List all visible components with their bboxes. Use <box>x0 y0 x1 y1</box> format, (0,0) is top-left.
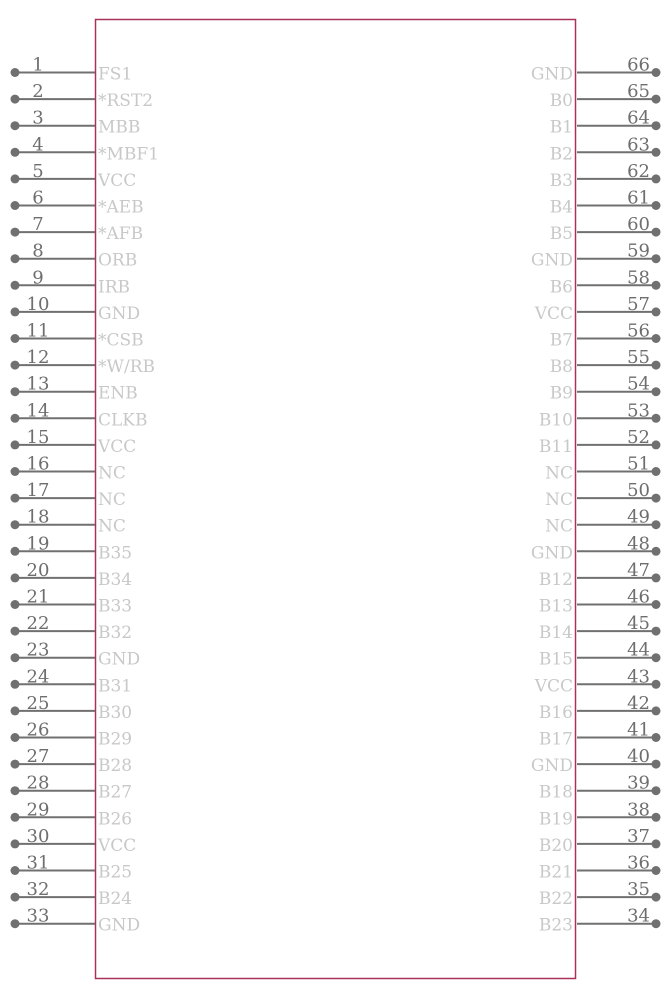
pin-25 <box>11 693 133 723</box>
pin-end-dot <box>11 627 20 636</box>
pin-name: MBB <box>98 117 141 138</box>
pin-5 <box>11 161 137 191</box>
pin-number: 32 <box>26 879 50 901</box>
pin-name: B20 <box>538 835 573 856</box>
pin-63 <box>550 134 661 164</box>
pin-55 <box>550 347 661 377</box>
pin-end-dot <box>11 600 20 609</box>
pin-number: 18 <box>26 506 50 528</box>
pin-11 <box>11 321 144 351</box>
pin-name: B14 <box>538 623 573 644</box>
pin-number: 16 <box>26 453 50 475</box>
pin-name: *CSB <box>98 330 144 351</box>
pin-number: 8 <box>32 240 44 262</box>
pin-number: 24 <box>26 666 50 688</box>
pin-64 <box>550 108 661 138</box>
pin-number: 7 <box>32 214 44 236</box>
pin-number: 57 <box>627 293 650 315</box>
pin-56 <box>550 321 661 351</box>
pin-number: 58 <box>627 267 650 289</box>
pin-number: 30 <box>26 825 50 847</box>
pin-number: 4 <box>32 134 44 156</box>
pin-name: B2 <box>549 144 573 165</box>
pin-38 <box>539 799 661 829</box>
pin-end-dot <box>652 440 661 449</box>
pin-name: NC <box>545 490 573 511</box>
pin-number: 39 <box>627 772 650 794</box>
pin-number: 11 <box>26 320 50 342</box>
pin-name: *AFB <box>98 224 144 245</box>
pin-31 <box>11 853 133 883</box>
pin-end-dot <box>11 893 20 902</box>
pin-end-dot <box>11 307 20 316</box>
pin-20 <box>11 560 133 590</box>
pin-8 <box>11 241 138 271</box>
pin-name: VCC <box>534 303 573 324</box>
pin-end-dot <box>652 706 661 715</box>
pin-34 <box>539 906 661 936</box>
pin-name: FS1 <box>98 64 133 85</box>
pin-end-dot <box>11 254 20 263</box>
pin-1 <box>11 55 133 85</box>
pin-number: 3 <box>32 107 44 129</box>
pin-number: 52 <box>627 426 650 448</box>
pin-end-dot <box>11 733 20 742</box>
pin-name: B4 <box>549 197 573 218</box>
pin-end-dot <box>652 68 661 77</box>
pin-name: ORB <box>98 250 138 271</box>
pin-30 <box>11 826 137 856</box>
pin-41 <box>539 720 661 750</box>
pin-name: ENB <box>98 383 138 404</box>
pin-end-dot <box>652 334 661 343</box>
ic-body-outline <box>96 20 576 979</box>
pin-33 <box>11 906 141 936</box>
pin-number: 61 <box>627 187 650 209</box>
pin-name: B27 <box>98 782 133 803</box>
pin-3 <box>11 108 141 138</box>
pin-name: B25 <box>98 862 133 883</box>
pin-19 <box>11 533 133 563</box>
pin-end-dot <box>652 494 661 503</box>
pin-54 <box>550 374 661 404</box>
pin-13 <box>11 374 138 404</box>
pin-4 <box>11 134 160 164</box>
pin-name: GND <box>530 543 573 564</box>
pin-number: 6 <box>32 187 44 209</box>
pin-number: 41 <box>627 719 650 741</box>
pin-number: 56 <box>627 320 650 342</box>
pin-name: *W/RB <box>98 357 155 378</box>
pin-end-dot <box>652 307 661 316</box>
pin-29 <box>11 799 133 829</box>
pin-number: 50 <box>627 480 650 502</box>
pin-end-dot <box>11 148 20 157</box>
pin-name: B34 <box>98 569 133 590</box>
pin-number: 54 <box>627 373 650 395</box>
pin-number: 36 <box>627 852 650 874</box>
pin-number: 42 <box>627 692 650 714</box>
pin-end-dot <box>652 733 661 742</box>
pin-number: 55 <box>627 347 650 369</box>
pin-number: 5 <box>32 160 44 182</box>
pin-28 <box>11 773 133 803</box>
pin-end-dot <box>11 68 20 77</box>
pin-name: B23 <box>538 915 573 936</box>
pin-number: 23 <box>26 639 50 661</box>
pin-number: 43 <box>627 666 650 688</box>
pin-number: 20 <box>26 559 50 581</box>
pin-end-dot <box>652 387 661 396</box>
pin-6 <box>11 188 144 218</box>
pin-end-dot <box>11 281 20 290</box>
pin-end-dot <box>652 228 661 237</box>
pin-number: 12 <box>26 347 50 369</box>
pin-end-dot <box>652 520 661 529</box>
pin-end-dot <box>652 148 661 157</box>
pin-name: *MBF1 <box>98 144 160 165</box>
pin-number: 65 <box>627 81 650 103</box>
pin-name: B8 <box>549 357 573 378</box>
pin-12 <box>11 347 156 377</box>
pin-end-dot <box>11 174 20 183</box>
pin-name: B17 <box>538 729 573 750</box>
pin-end-dot <box>11 919 20 928</box>
pin-number: 53 <box>627 400 650 422</box>
pin-name: B12 <box>538 569 573 590</box>
pin-name: B16 <box>538 702 573 723</box>
pin-name: VCC <box>98 835 137 856</box>
pin-number: 9 <box>32 267 44 289</box>
pin-name: NC <box>545 463 573 484</box>
pin-name: B1 <box>549 117 573 138</box>
pin-end-dot <box>11 813 20 822</box>
pin-name: B30 <box>98 702 133 723</box>
pin-name: B18 <box>538 782 573 803</box>
pin-end-dot <box>652 813 661 822</box>
pin-name: B19 <box>538 809 573 830</box>
pin-name: NC <box>98 463 126 484</box>
pin-name: *AEB <box>98 197 144 218</box>
pin-45 <box>539 613 661 643</box>
pin-name: B5 <box>549 224 573 245</box>
pin-number: 33 <box>26 905 50 927</box>
pin-number: 27 <box>26 746 50 768</box>
pin-end-dot <box>11 494 20 503</box>
pin-end-dot <box>11 121 20 130</box>
pin-number: 48 <box>627 533 650 555</box>
pin-number: 40 <box>627 746 650 768</box>
pin-number: 45 <box>627 613 650 635</box>
pin-53 <box>539 400 661 430</box>
pin-60 <box>550 214 661 244</box>
pin-name: VCC <box>98 436 137 457</box>
pin-35 <box>539 879 661 909</box>
pin-end-dot <box>11 706 20 715</box>
pin-end-dot <box>11 467 20 476</box>
pin-number: 26 <box>26 719 50 741</box>
pin-26 <box>11 720 133 750</box>
pin-name: IRB <box>98 277 131 298</box>
pin-name: NC <box>98 516 126 537</box>
pin-end-dot <box>11 440 20 449</box>
pin-end-dot <box>11 387 20 396</box>
pin-end-dot <box>652 201 661 210</box>
pin-22 <box>11 613 133 643</box>
pin-end-dot <box>11 839 20 848</box>
pin-48 <box>531 533 661 563</box>
pin-end-dot <box>11 201 20 210</box>
pin-end-dot <box>652 600 661 609</box>
pin-18 <box>11 507 126 537</box>
pin-end-dot <box>652 627 661 636</box>
pin-58 <box>550 267 661 297</box>
pin-end-dot <box>652 573 661 582</box>
pin-name: B15 <box>538 649 573 670</box>
pin-number: 51 <box>627 453 650 475</box>
pin-36 <box>539 853 661 883</box>
pin-name: B9 <box>549 383 573 404</box>
pin-number: 2 <box>32 81 44 103</box>
pin-name: GND <box>98 915 141 936</box>
pin-62 <box>550 161 661 191</box>
pin-16 <box>11 454 126 484</box>
pin-end-dot <box>652 467 661 476</box>
pin-end-dot <box>11 228 20 237</box>
pin-name: B13 <box>538 596 573 617</box>
pin-number: 63 <box>627 134 650 156</box>
pin-number: 28 <box>26 772 50 794</box>
pin-37 <box>539 826 661 856</box>
pin-name: VCC <box>534 676 573 697</box>
pin-name: B29 <box>98 729 133 750</box>
pin-end-dot <box>652 866 661 875</box>
pin-end-dot <box>652 95 661 104</box>
pin-end-dot <box>11 573 20 582</box>
pin-end-dot <box>652 919 661 928</box>
pin-end-dot <box>11 334 20 343</box>
pin-end-dot <box>652 547 661 556</box>
pin-42 <box>539 693 661 723</box>
pin-name: GND <box>98 303 141 324</box>
pin-end-dot <box>652 254 661 263</box>
pin-end-dot <box>652 893 661 902</box>
pin-end-dot <box>11 520 20 529</box>
pin-9 <box>11 267 131 297</box>
pin-number: 35 <box>627 879 650 901</box>
pin-name: NC <box>545 516 573 537</box>
pin-end-dot <box>11 786 20 795</box>
pin-name: NC <box>98 490 126 511</box>
pin-name: B33 <box>98 596 133 617</box>
pin-name: VCC <box>98 170 137 191</box>
pin-number: 10 <box>26 293 50 315</box>
pin-name: B6 <box>549 277 573 298</box>
pin-50 <box>545 480 660 510</box>
pin-number: 13 <box>26 373 50 395</box>
pin-number: 59 <box>627 240 650 262</box>
pin-32 <box>11 879 133 909</box>
pin-51 <box>545 454 660 484</box>
pin-end-dot <box>652 174 661 183</box>
pin-end-dot <box>11 653 20 662</box>
pin-23 <box>11 640 141 670</box>
pin-61 <box>550 188 661 218</box>
pin-number: 46 <box>627 586 650 608</box>
pin-name: B31 <box>98 676 133 697</box>
pin-end-dot <box>11 680 20 689</box>
right-pin-group <box>531 55 661 936</box>
pin-number: 34 <box>627 905 650 927</box>
pin-2 <box>11 81 154 111</box>
pin-43 <box>534 666 661 696</box>
pin-end-dot <box>652 414 661 423</box>
pin-end-dot <box>652 281 661 290</box>
pin-name: *RST2 <box>98 91 154 112</box>
pin-number: 44 <box>627 639 650 661</box>
pin-end-dot <box>652 786 661 795</box>
pin-end-dot <box>652 121 661 130</box>
pin-name: GND <box>530 756 573 777</box>
pin-end-dot <box>652 653 661 662</box>
pin-end-dot <box>11 361 20 370</box>
pin-number: 25 <box>26 692 50 714</box>
pin-59 <box>531 241 661 271</box>
pin-24 <box>11 666 133 696</box>
pin-name: B35 <box>98 543 133 564</box>
pin-name: GND <box>530 64 573 85</box>
pin-name: GND <box>530 250 573 271</box>
pin-14 <box>11 400 148 430</box>
pin-end-dot <box>652 760 661 769</box>
pin-number: 38 <box>627 799 650 821</box>
pin-number: 21 <box>26 586 50 608</box>
pin-10 <box>11 294 141 324</box>
pin-end-dot <box>652 839 661 848</box>
pin-end-dot <box>652 361 661 370</box>
pin-49 <box>545 507 660 537</box>
pin-name: B11 <box>538 436 573 457</box>
pin-17 <box>11 480 126 510</box>
pin-39 <box>539 773 661 803</box>
pin-57 <box>534 294 661 324</box>
pin-15 <box>11 427 137 457</box>
pin-name: B26 <box>98 809 133 830</box>
pin-44 <box>539 640 661 670</box>
pin-name: B10 <box>538 410 573 431</box>
pin-number: 60 <box>627 214 650 236</box>
pin-end-dot <box>652 680 661 689</box>
pin-name: B24 <box>98 889 133 910</box>
pin-52 <box>539 427 661 457</box>
pin-name: CLKB <box>98 410 148 431</box>
pin-46 <box>539 587 661 617</box>
pin-27 <box>11 746 133 776</box>
pin-end-dot <box>11 547 20 556</box>
pin-number: 47 <box>627 559 650 581</box>
pin-21 <box>11 587 133 617</box>
pin-number: 62 <box>627 160 650 182</box>
pin-number: 14 <box>26 400 50 422</box>
pin-number: 29 <box>26 799 50 821</box>
pin-number: 31 <box>26 852 50 874</box>
pin-end-dot <box>11 95 20 104</box>
pin-name: B22 <box>538 889 573 910</box>
pin-number: 49 <box>627 506 650 528</box>
pin-7 <box>11 214 144 244</box>
pin-number: 37 <box>627 825 650 847</box>
pin-name: B21 <box>538 862 573 883</box>
pin-end-dot <box>11 414 20 423</box>
pin-number: 64 <box>627 107 650 129</box>
pin-65 <box>550 81 661 111</box>
pin-47 <box>539 560 661 590</box>
pin-name: B0 <box>549 91 573 112</box>
pin-name: B7 <box>549 330 573 351</box>
pin-66 <box>531 55 661 85</box>
pin-number: 19 <box>26 533 50 555</box>
left-pin-group <box>11 55 160 936</box>
pin-number: 22 <box>26 613 50 635</box>
pin-end-dot <box>11 866 20 875</box>
pin-number: 15 <box>26 426 50 448</box>
pin-name: B32 <box>98 623 133 644</box>
pin-number: 17 <box>26 480 50 502</box>
pin-number: 1 <box>32 54 44 76</box>
pin-number: 66 <box>627 54 650 76</box>
pin-name: B3 <box>549 170 573 191</box>
pin-40 <box>531 746 661 776</box>
pin-name: B28 <box>98 756 133 777</box>
pin-end-dot <box>11 760 20 769</box>
pin-name: GND <box>98 649 141 670</box>
